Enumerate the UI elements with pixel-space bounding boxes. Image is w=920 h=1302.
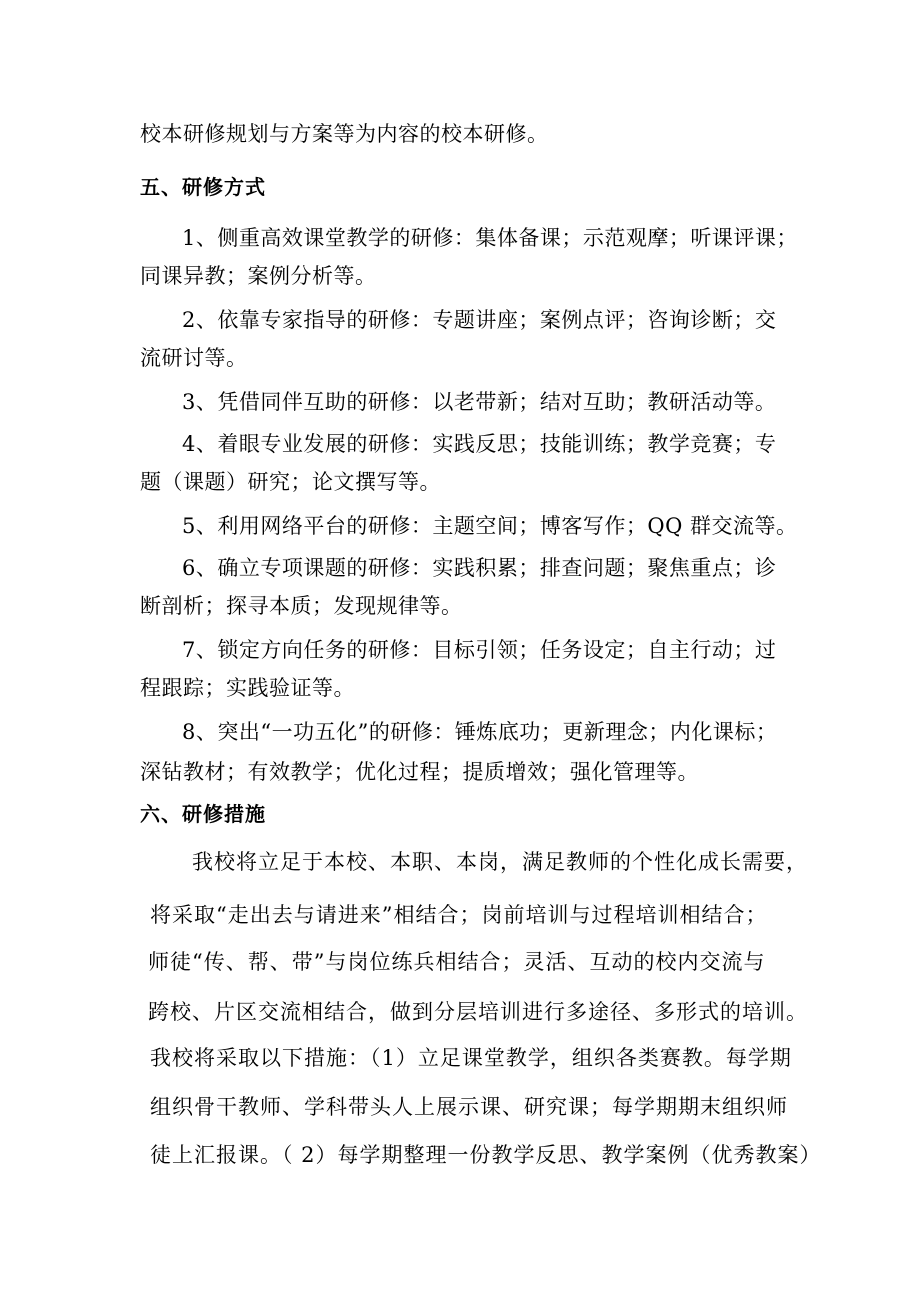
continuation-line: 校本研修规划与方案等为内容的校本研修。 [140,122,549,146]
paragraph-line: 同课异教；案例分析等。 [140,264,377,288]
paragraph-line: 师徒“传、帮、带”与岗位练兵相结合；灵活、互动的校内交流与 [148,950,766,974]
paragraph-line: 深钻教材；有效教学；优化过程；提质增效；强化管理等。 [140,760,699,784]
paragraph-line: 我校将采取以下措施：（1）立足课堂教学，组织各类赛教。每学期 [150,1046,792,1070]
paragraph-line: 我校将立足于本校、本职、本岗，满足教师的个性化成长需要， [192,850,808,874]
paragraph-line: 3、凭借同伴互助的研修：以老带新；结对互助；教研活动等。 [182,390,777,414]
paragraph-line: 1、侧重高效课堂教学的研修：集体备课；示范观摩；听课评课； [182,226,798,250]
paragraph-line: 2、依靠专家指导的研修：专题讲座；案例点评；咨询诊断；交 [182,308,777,332]
paragraph-line: 6、确立专项课题的研修：实践积累；排查问题；聚焦重点；诊 [182,556,777,580]
paragraph-line: 徒上汇报课。（ 2）每学期整理一份教学反思、教学案例（优秀教案） [150,1143,822,1167]
section-heading-6: 六、研修措施 [140,802,266,826]
paragraph-line: 组织骨干教师、学科带头人上展示课、研究课；每学期期末组织师 [150,1095,788,1119]
paragraph-line: 跨校、片区交流相结合，做到分层培训进行多途径、多形式的培训。 [148,1000,808,1024]
paragraph-line: 断剖析；探寻本质；发现规律等。 [140,594,463,618]
paragraph-line: 流研讨等。 [140,346,248,370]
paragraph-line: 5、利用网络平台的研修：主题空间；博客写作；QQ 群交流等。 [182,514,798,538]
paragraph-line: 8、突出“一功五化”的研修：锤炼底功；更新理念；内化课标； [182,720,778,744]
paragraph-line: 4、着眼专业发展的研修：实践反思；技能训练；教学竞赛；专 [182,432,777,456]
paragraph-line: 程跟踪；实践验证等。 [140,676,355,700]
paragraph-line: 7、锁定方向任务的研修：目标引领；任务设定；自主行动；过 [182,638,777,662]
section-heading-5: 五、研修方式 [140,175,266,199]
paragraph-line: 将采取“走出去与请进来”相结合；岗前培训与过程培训相结合； [150,903,768,927]
paragraph-line: 题（课题）研究；论文撰写等。 [140,470,441,494]
